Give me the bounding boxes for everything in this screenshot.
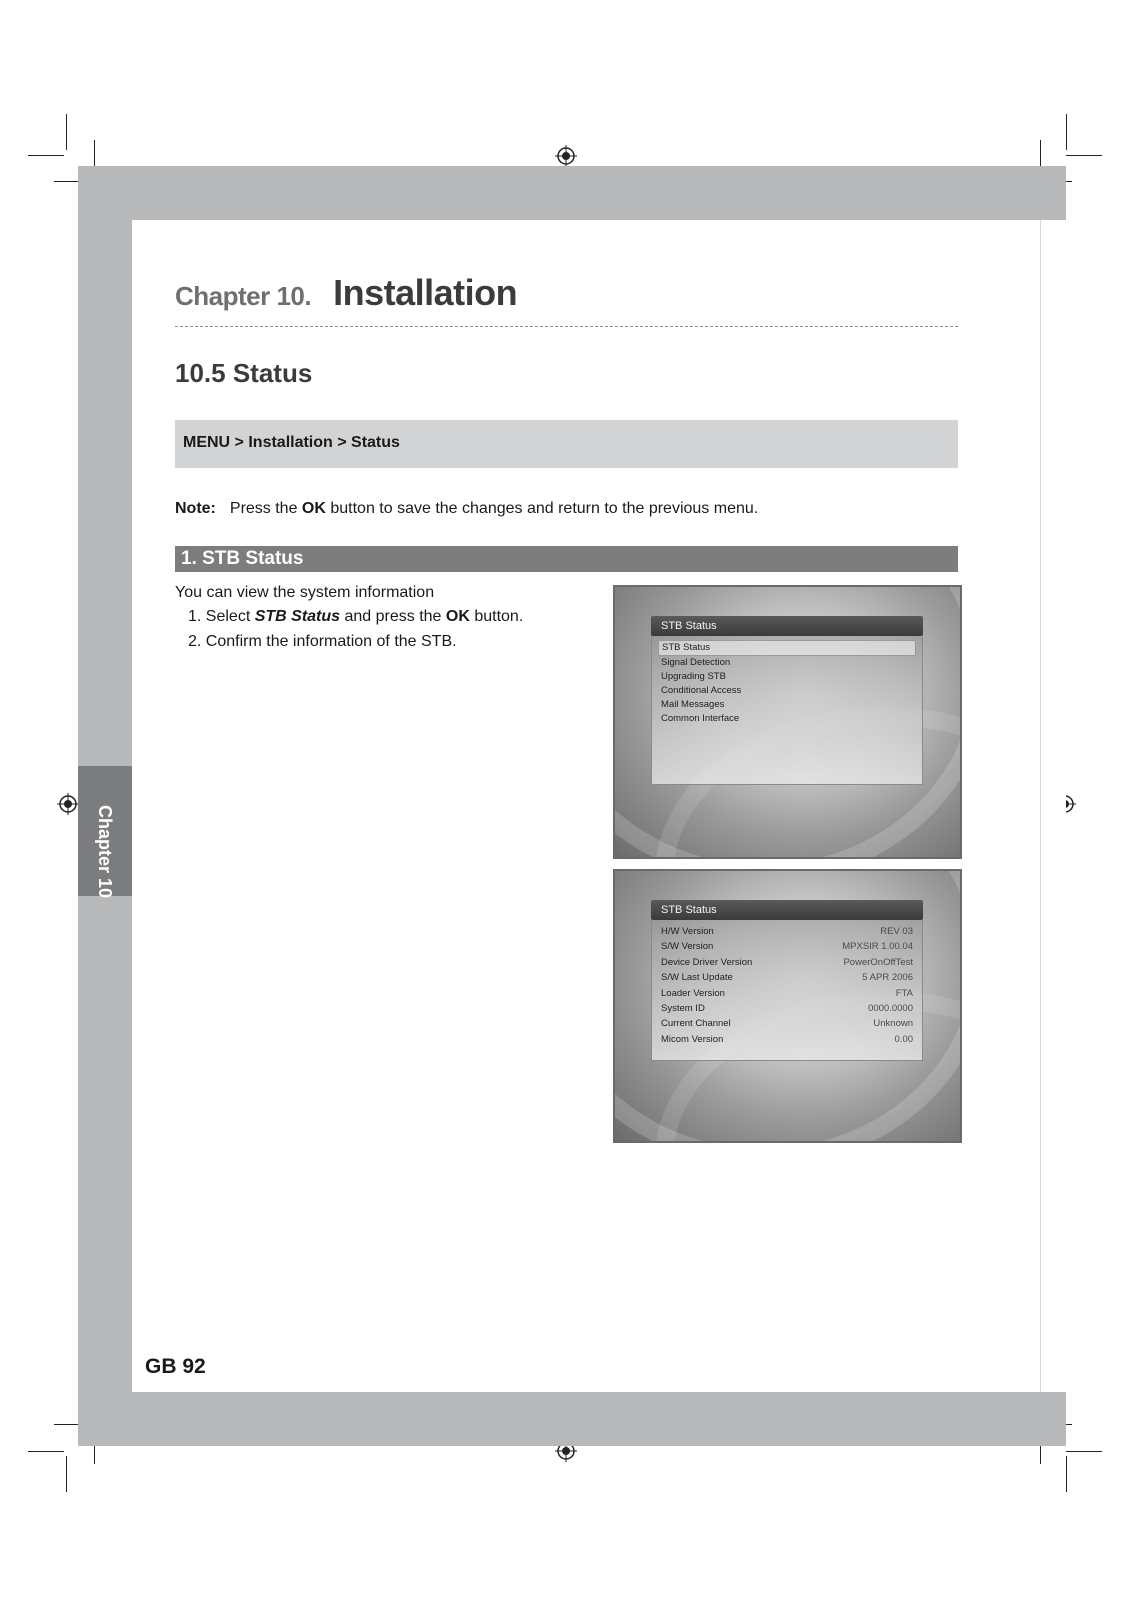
page-frame-bottom bbox=[78, 1392, 1066, 1446]
info-label: S/W Version bbox=[661, 941, 714, 953]
stb-status-screenshot bbox=[613, 869, 962, 1143]
stb-status-info-list bbox=[651, 920, 923, 1061]
stb-menu-item-common-interface[interactable]: Common Interface bbox=[661, 713, 740, 724]
registration-mark-icon bbox=[57, 793, 79, 815]
registration-mark-icon bbox=[555, 145, 577, 167]
info-value: Unknown bbox=[873, 1018, 913, 1030]
step-1 bbox=[188, 608, 523, 626]
info-row bbox=[658, 986, 916, 1001]
info-value: PowerOnOffTest bbox=[843, 956, 913, 968]
info-label: H/W Version bbox=[661, 926, 714, 937]
stb-menu-screenshot bbox=[613, 585, 962, 859]
info-row bbox=[658, 924, 916, 939]
page-number: GB 92 bbox=[145, 1355, 206, 1378]
info-value: 0.00 bbox=[894, 1033, 913, 1045]
step-1-menu-item: STB Status bbox=[254, 608, 341, 625]
note-text-pre: Press the bbox=[229, 500, 302, 517]
info-value: 5 APR 2006 bbox=[862, 972, 913, 984]
info-row bbox=[658, 955, 916, 970]
info-label: Current Channel bbox=[661, 1018, 731, 1030]
page-frame-right-line bbox=[1040, 220, 1041, 1392]
info-row bbox=[658, 1016, 916, 1031]
info-row bbox=[658, 939, 916, 954]
sub-section-title: 1. STB Status bbox=[181, 548, 304, 569]
chapter-name: Installation bbox=[333, 272, 518, 313]
page-frame-top bbox=[78, 166, 1066, 220]
info-row bbox=[658, 1001, 916, 1016]
note-label: Note: bbox=[175, 500, 216, 517]
note-text-post: button to save the changes and return to the previous menu. bbox=[325, 500, 759, 517]
info-value: REV 03 bbox=[880, 926, 913, 937]
chapter-heading bbox=[175, 272, 517, 314]
note bbox=[175, 500, 758, 518]
stb-menu-title: STB Status bbox=[651, 616, 923, 636]
info-row bbox=[658, 970, 916, 985]
stb-menu-list bbox=[651, 636, 923, 785]
step-1-pre: 1. Select bbox=[188, 608, 255, 625]
info-value: 0000.0000 bbox=[868, 1002, 913, 1014]
stb-status-title: STB Status bbox=[651, 900, 923, 920]
stb-menu-item-mail-messages[interactable]: Mail Messages bbox=[661, 699, 725, 710]
sub-section-header bbox=[175, 546, 958, 572]
info-label: S/W Last Update bbox=[661, 972, 733, 984]
section-title: 10.5 Status bbox=[175, 358, 313, 388]
heading-divider bbox=[175, 326, 958, 327]
step-1-mid: and press the bbox=[340, 608, 446, 625]
info-value: FTA bbox=[895, 987, 913, 999]
info-label: System ID bbox=[661, 1002, 705, 1014]
stb-status-panel bbox=[651, 900, 923, 1061]
info-label: Micom Version bbox=[661, 1033, 724, 1045]
note-ok-key: OK bbox=[301, 500, 326, 517]
step-1-ok-key: OK bbox=[445, 608, 470, 625]
stb-menu-item-conditional-access[interactable]: Conditional Access bbox=[661, 685, 742, 696]
info-row bbox=[658, 1032, 916, 1047]
menu-path-text: MENU > Installation > Status bbox=[183, 434, 400, 451]
chapter-side-tab-label: Chapter 10 bbox=[95, 805, 115, 899]
stb-menu-panel bbox=[651, 616, 923, 785]
info-label: Device Driver Version bbox=[661, 956, 753, 968]
stb-menu-item-upgrading-stb[interactable]: Upgrading STB bbox=[661, 671, 726, 682]
intro-text: You can view the system information bbox=[175, 584, 435, 601]
stb-menu-item-stb-status[interactable]: STB Status bbox=[658, 640, 916, 656]
info-label: Loader Version bbox=[661, 987, 725, 999]
info-value: MPXSIR 1.00.04 bbox=[842, 941, 913, 953]
step-2: 2. Confirm the information of the STB. bbox=[188, 633, 457, 650]
menu-path-box bbox=[175, 420, 958, 468]
stb-menu-item-signal-detection[interactable]: Signal Detection bbox=[661, 657, 731, 668]
step-1-post: button. bbox=[469, 608, 524, 625]
chapter-number: Chapter 10. bbox=[175, 281, 312, 311]
